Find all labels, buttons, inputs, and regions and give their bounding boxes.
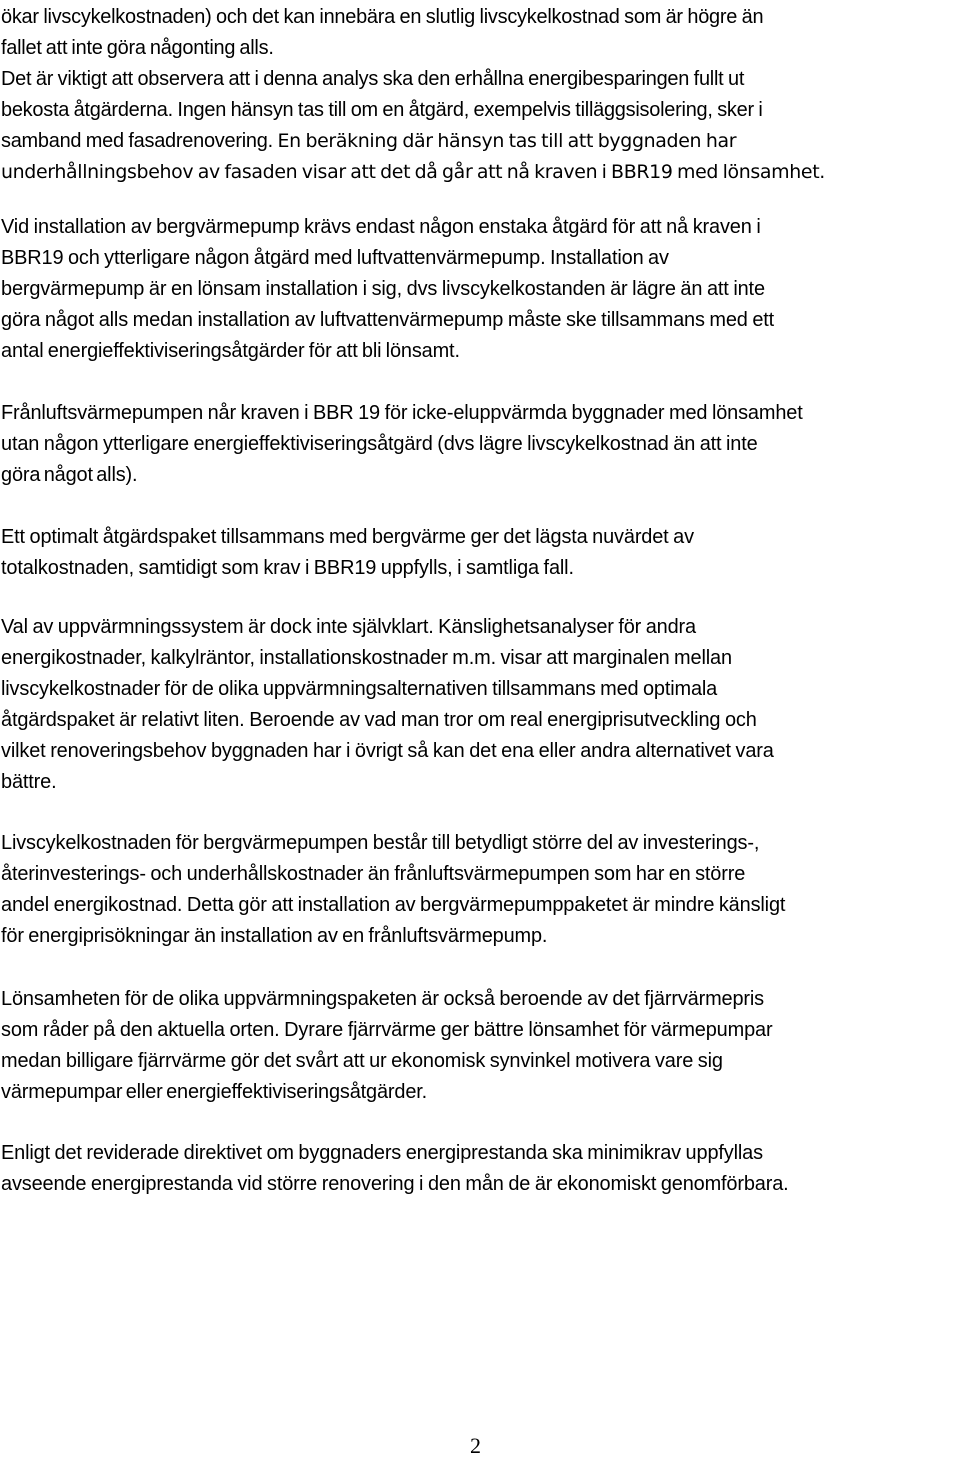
text-line: bekosta åtgärderna. Ingen hänsyn tas till om en åtgärd, exempelvis tilläggsisolering, sker i — [1, 99, 763, 121]
text-line: återinvesterings- och underhållskostnader än frånluftsvärmepumpen som har en större — [1, 863, 746, 885]
text-line: avseende energiprestanda vid större renovering i den mån de är ekonomiskt genomförbara. — [1, 1173, 789, 1195]
text-line: underhållningsbehov av fasaden visar att det då går att nå kraven i BBR19 med lönsamhet. — [1, 161, 825, 183]
text-line: som råder på den aktuella orten. Dyrare fjärrvärme ger bättre lönsamhet för värmepumpar — [1, 1019, 773, 1041]
text-line: medan billigare fjärrvärme gör det svårt att ur ekonomisk synvinkel motivera vare sig — [1, 1050, 723, 1072]
text-line: energikostnader, kalkylräntor, installationskostnader m.m. visar att marginalen mellan — [1, 647, 732, 669]
paragraph-5 — [1, 612, 960, 798]
text-line: vilket renoveringsbehov byggnaden har i övrigt så kan det ena eller andra alternativet vara — [1, 740, 774, 762]
text-line: bättre. — [1, 771, 57, 793]
text-line: andel energikostnad. Detta gör att installation av bergvärmepumppaketet är mindre känsligt — [1, 894, 786, 916]
text-segment: samband med fasadrenovering. — [1, 130, 273, 152]
text-line: värmepumpar eller energieffektiviseringsåtgärder. — [1, 1081, 428, 1103]
text-line — [1, 126, 957, 157]
paragraph-6 — [1, 828, 960, 952]
text-line: göra något alls). — [1, 464, 138, 486]
text-line: Ett optimalt åtgärdspaket tillsammans med bergvärme ger det lägsta nuvärdet av — [1, 526, 694, 548]
text-line: BBR19 och ytterligare någon åtgärd med luftvattenvärmepump. Installation av — [1, 247, 669, 269]
paragraph-7 — [1, 984, 960, 1108]
text-line: åtgärdspaket är relativt liten. Beroende av vad man tror om real energiprisutveckling och — [1, 709, 757, 731]
text-line: utan någon ytterligare energieffektiviseringsåtgärd (dvs lägre livscykelkostnad än att inte — [1, 433, 758, 455]
page-number: 2 — [470, 1433, 481, 1458]
paragraph-2 — [1, 212, 960, 367]
text-line: fallet att inte göra någonting alls. — [1, 37, 274, 59]
text-line: Lönsamheten för de olika uppvärmningspaketen är också beroende av det fjärrvärmepris — [1, 988, 765, 1010]
text-line: Val av uppvärmningssystem är dock inte självklart. Känslighetsanalyser för andra — [1, 616, 696, 638]
text-segment: En beräkning där hänsyn tas till att byggnaden har — [277, 130, 737, 152]
paragraph-1 — [1, 2, 960, 188]
text-line: Vid installation av bergvärmepump krävs endast någon enstaka åtgärd för att nå kraven i — [1, 216, 761, 238]
text-line: antal energieffektiviseringsåtgärder för att bli lönsamt. — [1, 340, 460, 362]
paragraph-4 — [1, 522, 960, 584]
text-line: livscykelkostnader för de olika uppvärmningsalternativen tillsammans med optimala — [1, 678, 718, 700]
text-line: ökar livscykelkostnaden) och det kan innebära en slutlig livscykelkostnad som är högre än — [1, 6, 764, 28]
paragraph-3 — [1, 398, 960, 491]
text-line: göra något alls medan installation av luftvattenvärmepump måste ske tillsammans med ett — [1, 309, 775, 331]
text-line: för energiprisökningar än installation av en frånluftsvärmepump. — [1, 925, 548, 947]
paragraph-8 — [1, 1138, 960, 1200]
text-line: Enligt det reviderade direktivet om byggnaders energiprestanda ska minimikrav uppfyllas — [1, 1142, 763, 1164]
text-line: bergvärmepump är en lönsam installation i sig, dvs livscykelkostanden är lägre än att inte — [1, 278, 765, 300]
text-line: Det är viktigt att observera att i denna analys ska den erhållna energibesparingen fullt ut — [1, 68, 745, 90]
text-line: totalkostnaden, samtidigt som krav i BBR19 uppfylls, i samtliga fall. — [1, 557, 574, 579]
text-line: Livscykelkostnaden för bergvärmepumpen består till betydligt större del av investerings-, — [1, 832, 760, 854]
text-line: Frånluftsvärmepumpen når kraven i BBR 19 för icke-eluppvärmda byggnader med lönsamhet — [1, 402, 803, 424]
